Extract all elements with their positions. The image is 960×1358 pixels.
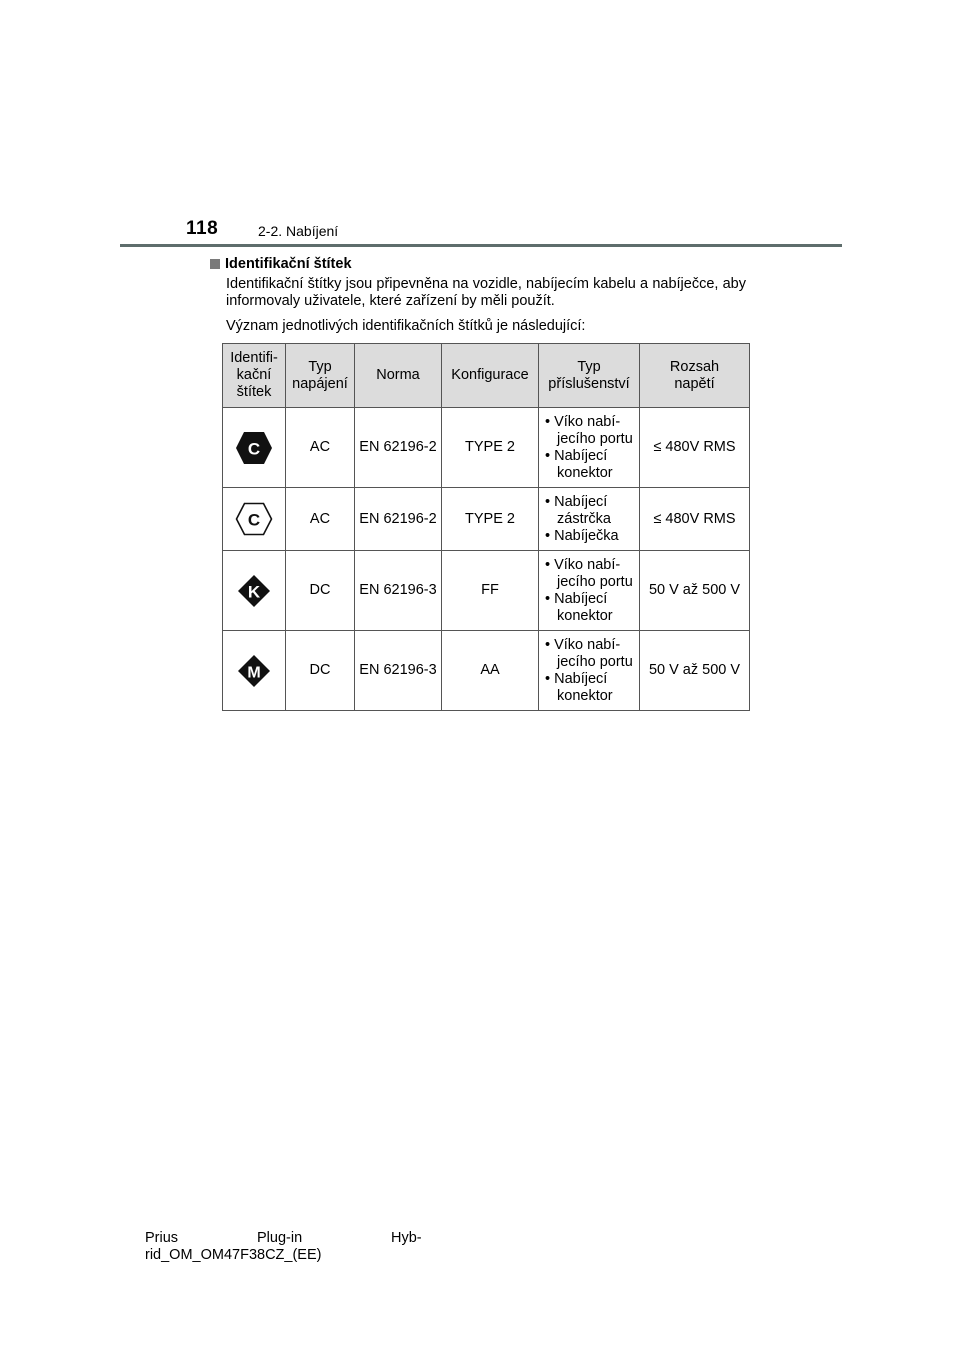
page-number: 118 [186,218,219,239]
configuration-cell: AA [442,631,539,711]
accessory-item: • Víko nabí- jecího portu [545,636,633,670]
accessory-cell [539,408,640,488]
configuration-cell: FF [442,551,539,631]
accessory-item: • Nabíjecí konektor [545,590,613,624]
svg-text:M: M [247,664,261,681]
label-c-filled-hexagon-icon [235,431,273,465]
configuration-cell: TYPE 2 [442,488,539,551]
accessory-cell [539,631,640,711]
label-cell [223,408,286,488]
svg-text:K: K [247,582,261,601]
svg-text:C: C [247,439,261,458]
label-k-filled-diamond-icon [237,574,271,608]
power-type-cell: AC [286,408,355,488]
square-bullet-icon [210,259,220,269]
subsection-heading [210,256,352,272]
table-intro-paragraph: Význam jednotlivých identifikačních štítků je následující: [226,318,586,334]
accessory-cell [539,551,640,631]
header-divider [120,244,842,247]
norm-cell: EN 62196-3 [355,631,442,711]
footer-code: rid_OM_OM47F38CZ_(EE) [145,1247,322,1263]
section-title: 2-2. Nabíjení [258,223,339,239]
norm-cell: EN 62196-2 [355,488,442,551]
label-cell [223,488,286,551]
label-m-filled-diamond-icon [237,654,271,688]
intro-paragraph: Identifikační štítky jsou připevněna na vozidle, nabíjecím kabelu a nabíječce, aby informovaly uživatele, které zařízení by měli použít. [226,276,746,309]
table-row [223,631,750,711]
svg-text:C: C [247,510,261,530]
accessory-item: • Nabíječka [545,527,619,544]
label-cell [223,551,286,631]
accessory-item: • Víko nabí- jecího portu [545,413,633,447]
label-table [222,343,750,711]
norm-cell: EN 62196-2 [355,408,442,488]
header-norm: Norma [355,344,442,408]
document-footer [145,1230,422,1264]
table-row [223,408,750,488]
table-row [223,551,750,631]
header-accessory-type: Typ příslušenství [539,344,640,408]
header-label: Identifi- kační štítek [223,344,286,408]
voltage-cell: 50 V až 500 V [640,631,750,711]
power-type-cell: DC [286,551,355,631]
voltage-cell: ≤ 480V RMS [640,488,750,551]
voltage-cell: ≤ 480V RMS [640,408,750,488]
footer-variant: Plug-in [257,1230,303,1246]
header-configuration: Konfigurace [442,344,539,408]
voltage-cell: 50 V až 500 V [640,551,750,631]
power-type-cell: DC [286,631,355,711]
header-voltage-range: Rozsah napětí [640,344,750,408]
accessory-item: • Nabíjecí konektor [545,447,613,481]
accessory-item: • Víko nabí- jecího portu [545,556,633,590]
table-header-row [223,344,750,408]
table-row [223,488,750,551]
accessory-item: • Nabíjecí zástrčka [545,493,611,527]
label-cell [223,631,286,711]
footer-model: Prius [145,1230,179,1246]
configuration-cell: TYPE 2 [442,408,539,488]
label-c-outline-hexagon-icon [235,502,273,536]
accessory-cell [539,488,640,551]
footer-type: Hyb- [391,1230,422,1246]
norm-cell: EN 62196-3 [355,551,442,631]
accessory-item: • Nabíjecí konektor [545,670,613,704]
heading-text: Identifikační štítek [225,256,352,272]
power-type-cell: AC [286,488,355,551]
header-power-type: Typ napájení [286,344,355,408]
